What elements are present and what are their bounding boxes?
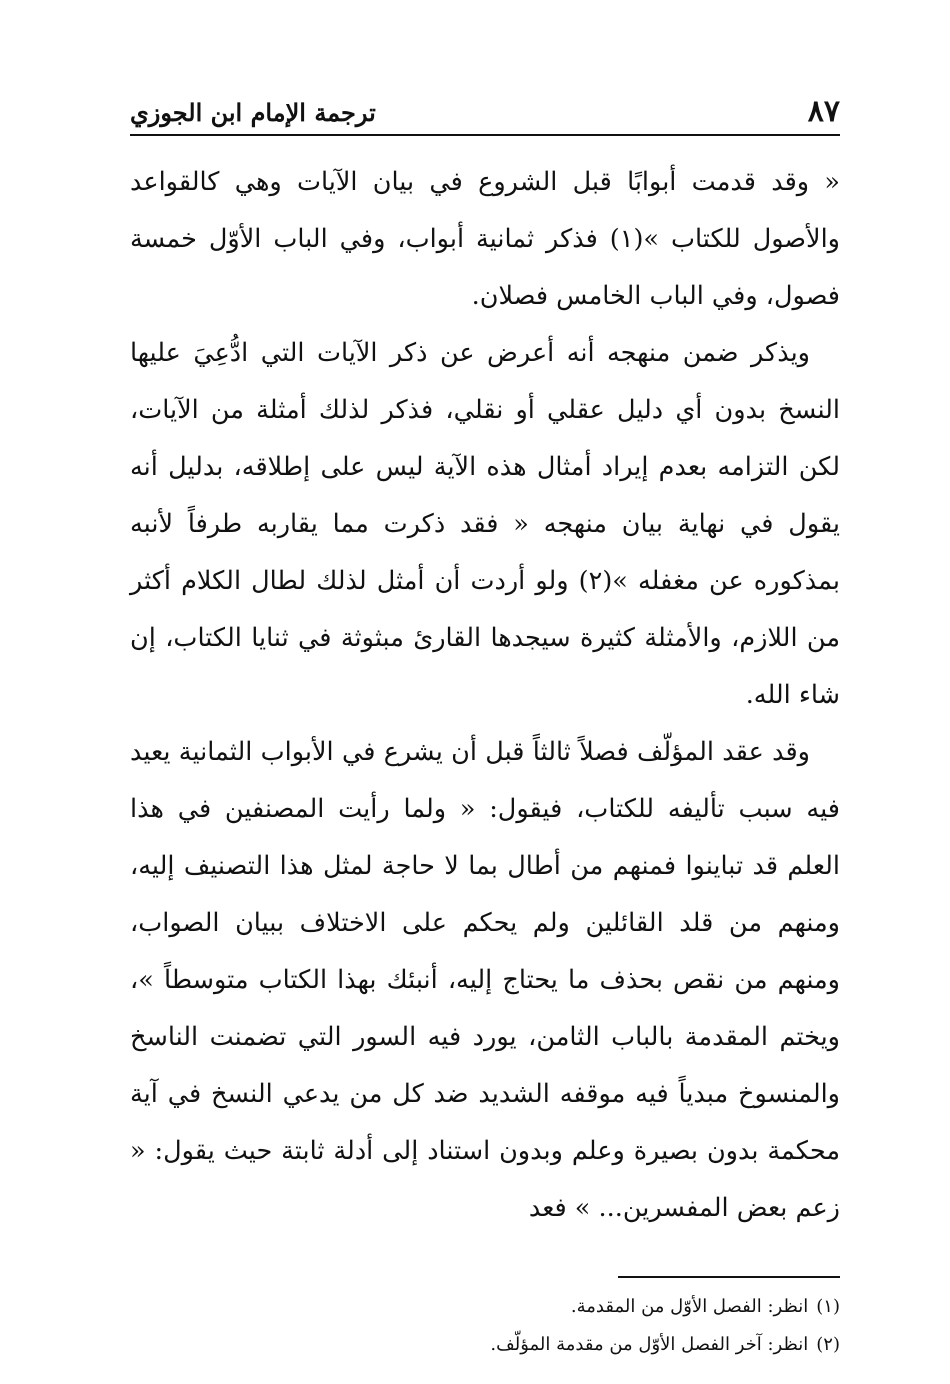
book-page — [130, 92, 840, 1364]
footnote-text: انظر: الفصل الأوّل من المقدمة. — [570, 1296, 809, 1317]
paragraph: وقد عقد المؤلّف فصلاً ثالثاً قبل أن يشرع في الأبواب الثمانية يعيد فيه سبب تأليفه للكتاب، فيقول: « ولما رأيت المصنفين في هذا العلم قد تباينوا فمنهم من أطال بما لا حاجة لمثل هذا التصنيف إليه، ومنهم من قلد القائلين ولم يحكم على الاختلاف ببيان الصواب، ومنهم من نقص بحذف ما يحتاج إليه، أنبئك بهذا الكتاب متوسطاً »، ويختم المقدمة بالباب الثامن، يورد فيه السور التي تضمنت الناسخ والمنسوخ مبدياً فيه موقفه الشديد ضد كل من يدعي النسخ في آية محكمة بدون بصيرة وعلم وبدون استناد إلى أدلة ثابتة حيث يقول: « زعم بعض المفسرين... » فعد — [130, 737, 840, 1223]
footnote-number: (٢) — [816, 1334, 840, 1355]
footnote — [130, 1326, 840, 1364]
page-header — [130, 92, 840, 136]
footnote-number: (١) — [816, 1296, 840, 1317]
footnote-separator — [618, 1276, 840, 1278]
running-title: ترجمة الإمام ابن الجوزي — [130, 98, 376, 127]
paragraph: « وقد قدمت أبوابًا قبل الشروع في بيان الآيات وهي كالقواعد والأصول للكتاب »(١) فذكر ثمانية أبواب، وفي الباب الأوّل خمسة فصول، وفي الباب الخامس فصلان. — [130, 167, 840, 311]
footnotes — [130, 1288, 840, 1364]
body-text — [130, 154, 840, 1237]
page-number: ٨٧ — [807, 94, 840, 129]
paragraph: ويذكر ضمن منهجه أنه أعرض عن ذكر الآيات التي ادُّعِيَ عليها النسخ بدون أي دليل عقلي أو نقلي، فذكر لذلك أمثلة من الآيات، لكن التزامه بعدم إيراد أمثال هذه الآية ليس على إطلاقه، بدليل أنه يقول في نهاية بيان منهجه « فقد ذكرت مما يقاربه طرفاً لأنبه بمذكوره عن مغفله »(٢) ولو أردت أن أمثل لذلك لطال الكلام أكثر من اللازم، والأمثلة كثيرة سيجدها القارئ مبثوثة في ثنايا الكتاب، إن شاء الله. — [130, 338, 840, 710]
footnote-text: انظر: آخر الفصل الأوّل من مقدمة المؤلّف. — [490, 1334, 809, 1355]
footnote — [130, 1288, 840, 1326]
